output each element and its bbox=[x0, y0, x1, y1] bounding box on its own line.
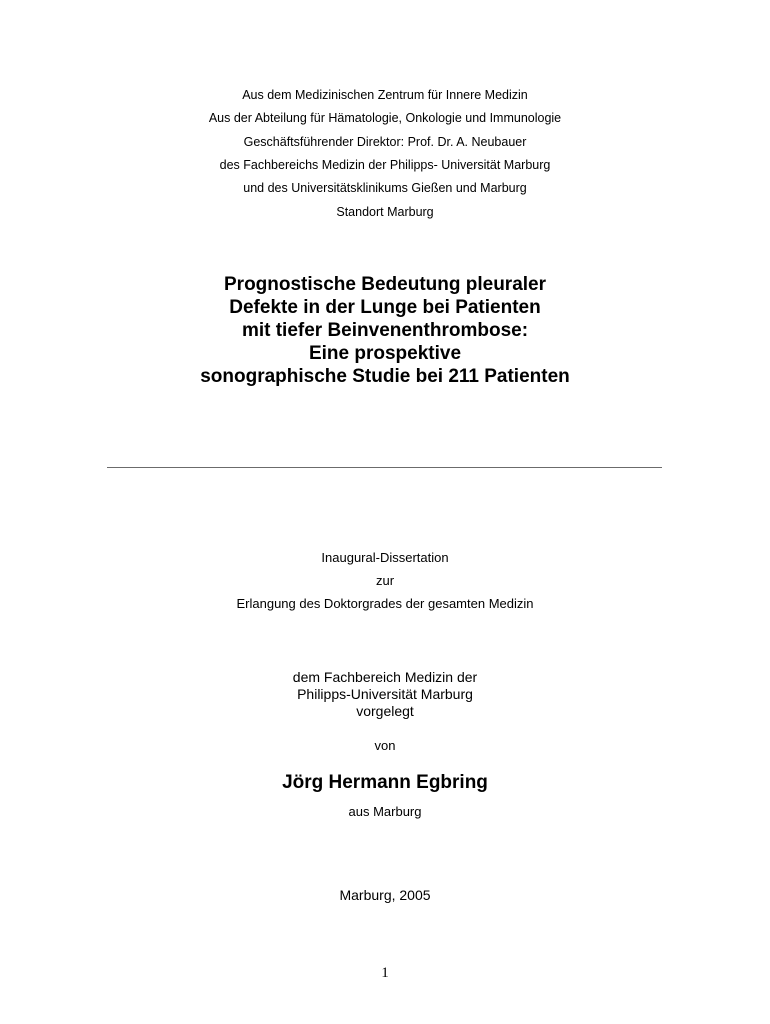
header-line-faculty: des Fachbereichs Medizin der Philipps- Universität Marburg bbox=[219, 158, 551, 172]
submission-line-university: Philipps-Universität Marburg bbox=[297, 686, 473, 702]
dissertation-type: Inaugural-Dissertation bbox=[321, 550, 449, 565]
header-line-clinic: und des Universitätsklinikums Gießen und Marburg bbox=[243, 181, 527, 195]
title-line-5: sonographische Studie bei 211 Patienten bbox=[200, 366, 570, 387]
header-line-center: Aus dem Medizinischen Zentrum für Innere Medizin bbox=[242, 88, 528, 102]
horizontal-divider bbox=[107, 467, 662, 468]
submission-line-faculty: dem Fachbereich Medizin der bbox=[292, 669, 478, 685]
page-number: 1 bbox=[381, 965, 389, 981]
submission-von: von bbox=[374, 738, 396, 753]
header-line-director: Geschäftsführender Direktor: Prof. Dr. A. Neubauer bbox=[243, 135, 527, 149]
title-line-2: Defekte in der Lunge bei Patienten bbox=[229, 297, 541, 318]
author-name: Jörg Hermann Egbring bbox=[282, 772, 488, 793]
place-date: Marburg, 2005 bbox=[339, 887, 431, 903]
title-line-1: Prognostische Bedeutung pleuraler bbox=[224, 274, 546, 295]
submission-line-vorgelegt: vorgelegt bbox=[356, 703, 414, 719]
title-line-3: mit tiefer Beinvenenthrombose: bbox=[241, 320, 529, 341]
title-line-4: Eine prospektive bbox=[308, 343, 462, 364]
header-line-department: Aus der Abteilung für Hämatologie, Onkologie und Immunologie bbox=[208, 111, 562, 125]
dissertation-purpose: Erlangung des Doktorgrades der gesamten Medizin bbox=[236, 596, 534, 611]
dissertation-zur: zur bbox=[375, 573, 395, 588]
author-origin: aus Marburg bbox=[348, 804, 422, 819]
header-line-location: Standort Marburg bbox=[336, 205, 434, 219]
